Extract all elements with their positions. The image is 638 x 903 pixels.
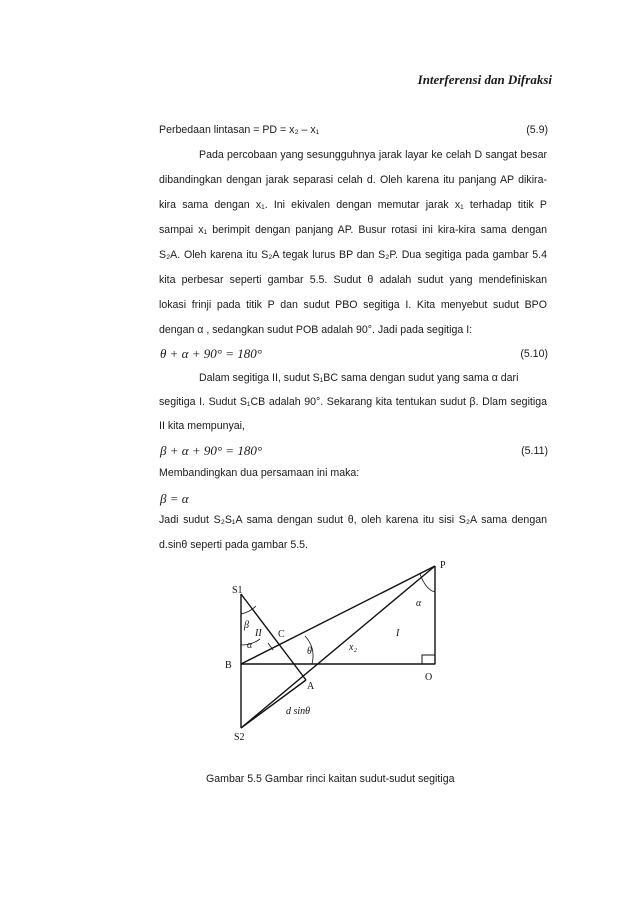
para1-line: dibandingkan dengan jarak separasi celah d. Oleh karena itu panjang AP dikira- [159,174,547,186]
label-d-sin-theta: d sinθ [286,706,311,717]
running-header: Interferensi dan Difraksi [417,72,552,87]
label-a: A [307,681,315,692]
label-theta: θ [307,646,312,657]
para1-line: lokasi frinji pada titik P dan sudut PBO segitiga I. Kita menyebut sudut BPO [159,299,547,311]
equation-5-10: θ + α + 90° = 180° [160,346,262,361]
line-s1-a [241,594,306,680]
label-s1: S1 [232,585,243,596]
label-beta: β [244,620,249,631]
para3-line: d.sinθ seperti pada gambar 5.5. [159,539,308,551]
label-alpha-left: α [247,640,253,651]
para1-line: kita perbesar seperti gambar 5.5. Sudut θ adalah sudut yang mendefiniskan [159,274,547,286]
para1-line: Pada percobaan yang sesungguhnya jarak layar ke celah D sangat besar [199,149,547,161]
label-c: C [278,629,285,640]
para3-line: Jadi sudut S₂S₁A sama dengan sudut θ, oleh karena itu sisi S₂A sama dengan [159,514,547,526]
para2-line: segitiga I. Sudut S₁CB adalah 90°. Sekarang kita tentukan sudut β. Dlam segitiga [159,396,547,408]
result-equation: β = α [160,491,189,506]
line-s2-p [241,566,435,728]
equation-5-9-number: (5.9) [526,124,548,136]
para2-line: II kita mempunyai, [159,420,245,432]
equation-5-11-number: (5.11) [521,445,548,457]
label-alpha-top: α [416,598,422,609]
equation-5-10-number: (5.10) [520,348,548,360]
right-angle-o [422,655,435,664]
label-x2: x₂ [349,642,357,653]
para2-line: Dalam segitiga II, sudut S₁BC sama dengan sudut yang sama α dari [199,372,519,384]
label-p: P [440,560,446,571]
comparison-sentence: Membandingkan dua persamaan ini maka: [159,467,360,479]
figure-caption: Gambar 5.5 Gambar rinci kaitan sudut-sudut segitiga [206,773,455,785]
para1-line: S₂A. Oleh karena itu S₂A tegak lurus BP dan S₂P. Dua segitiga pada gambar 5.4 [159,249,547,261]
line-b-p [241,566,435,664]
para1-line: kira sama dengan x₁. Ini ekivalen dengan memutar jarak x₁ terhadap titik P [159,199,547,211]
para1-line: dengan α , sedangkan sudut POB adalah 90°. Jadi pada segitiga I: [159,324,473,336]
label-triangle-i: I [396,628,400,639]
line-s2-a [241,680,306,728]
equation-5-9-text: Perbedaan lintasan = PD = x₂ – x₁ [159,124,320,136]
label-triangle-ii: II [255,628,262,639]
label-s2: S2 [234,732,245,743]
equation-5-11: β + α + 90° = 180° [160,443,263,458]
label-b: B [225,660,232,671]
para1-line: sampai x₁ berimpit dengan panjang AP. Busur rotasi ini kira-kira sama dengan [159,224,547,236]
label-o: O [425,672,433,683]
